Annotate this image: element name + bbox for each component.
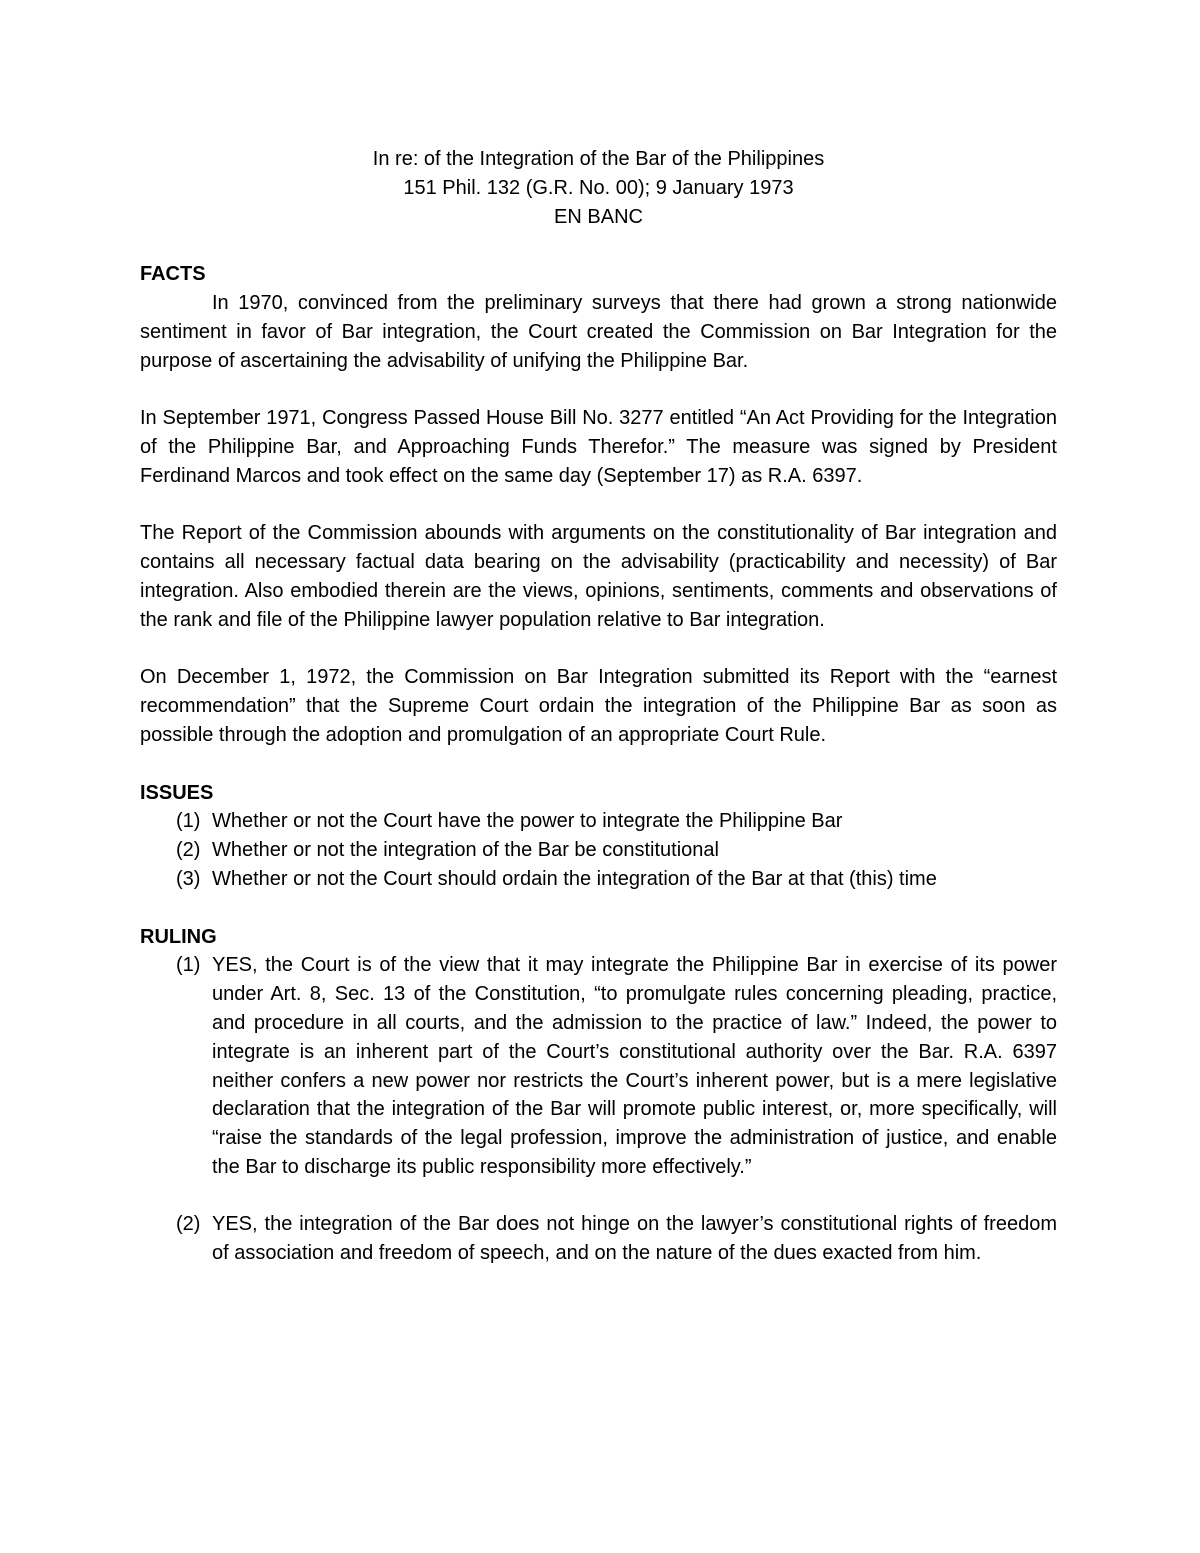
document-body [140,145,1057,1297]
issues-heading: ISSUES [140,781,214,804]
issue-text: Whether or not the Court have the power to integrate the Philippine Bar [212,810,843,833]
ruling-number: (1) [176,954,201,977]
ruling-list [140,951,1057,1268]
ruling-item [140,951,1057,1181]
facts-paragraph: The Report of the Commission abounds with arguments on the constitutionality of Bar integration and contains all necessary factual data bearing on the advisability (practicability and necessity) of Bar integration. Also embodied therein are the views, opinions, sentiments, comments and observations of the rank and file of the Philippine lawyer population relative to Bar integration. [140,522,1057,631]
issue-text: Whether or not the Court should ordain the integration of the Bar at that (this) time [212,867,937,890]
ruling-item [140,1210,1057,1268]
facts-paragraph: In 1970, convinced from the preliminary surveys that there had grown a strong nationwide sentiment in favor of Bar integration, the Court created the Commission on Bar Integration for the purpose of ascertaining the advisability of unifying the Philippine Bar. [140,291,1057,372]
ruling-text: YES, the Court is of the view that it may integrate the Philippine Bar in exercise of its power under Art. 8, Sec. 13 of the Constitution, “to promulgate rules concerning pleading, practice, and procedure in all courts, and the admission to the practice of law.” Indeed, the power to integrate is an inherent part of the Court’s constitutional authority over the Bar. R.A. 6397 neither confers a new power nor restricts the Court’s inherent power, but is a mere legislative declaration that the integration of the Bar will promote public interest, or, more specifically, will “raise the standards of the legal profession, improve the administration of justice, and enable the Bar to discharge its public responsibility more effectively.” [212,954,1057,1178]
case-division: EN BANC [554,205,643,228]
case-header [140,145,1057,231]
facts-heading: FACTS [140,263,206,286]
facts-paragraph: In September 1971, Congress Passed House Bill No. 3277 entitled “An Act Providing for the Integration of the Philippine Bar, and Approaching Funds Therefor.” The measure was signed by President Ferdinand Marcos and took effect on the same day (September 17) as R.A. 6397. [140,407,1057,487]
issue-number: (1) [176,810,201,833]
ruling-heading: RULING [140,925,217,948]
issue-item [140,865,1057,894]
issue-number: (3) [176,867,201,890]
issue-text: Whether or not the integration of the Bar be constitutional [212,839,719,862]
issue-item [140,836,1057,865]
issue-number: (2) [176,839,201,862]
ruling-text: YES, the integration of the Bar does not hinge on the lawyer’s constitutional rights of freedom of association and freedom of speech, and on the nature of the dues exacted from him. [212,1213,1057,1265]
case-citation: 151 Phil. 132 (G.R. No. 00); 9 January 1973 [403,176,794,199]
case-title: In re: of the Integration of the Bar of the Philippines [372,148,825,170]
facts-paragraph: On December 1, 1972, the Commission on Bar Integration submitted its Report with the “earnest recommendation” that the Supreme Court ordain the integration of the Philippine Bar as soon as possible through the adoption and promulgation of an appropriate Court Rule. [140,666,1057,746]
ruling-number: (2) [176,1213,201,1236]
issues-list [140,807,1057,893]
issue-item [140,807,1057,836]
